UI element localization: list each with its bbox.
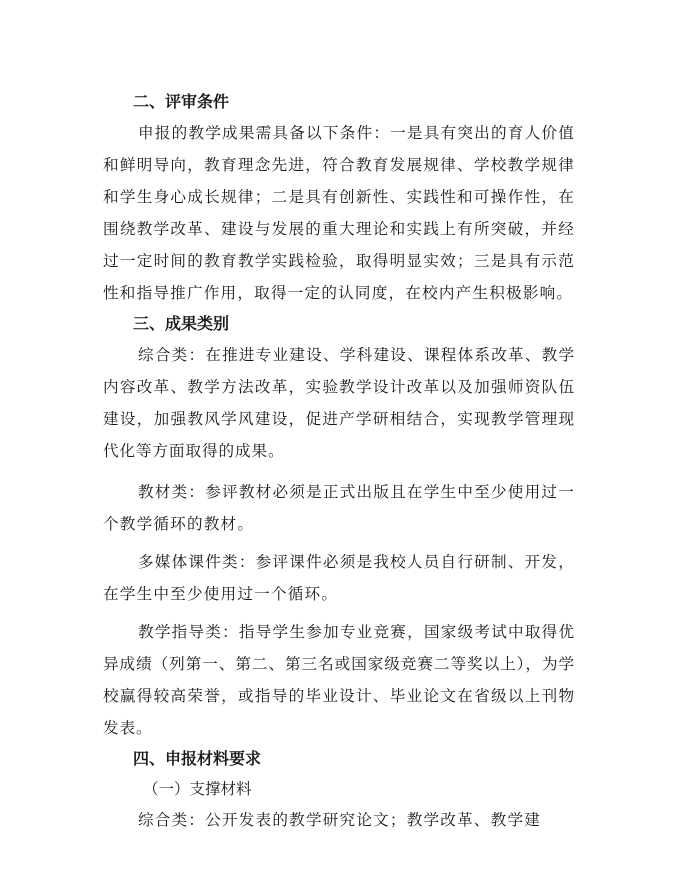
paragraph-review-conditions: 申报的教学成果需具备以下条件：一是具有突出的育人价值和鲜明导向，教育理念先进，符合教育发展规律、学校教学规律和学生身心成长规律；二是具有创新性、实践性和可操作性，在围绕教学改革、建设与发展的重大理论和实践上有所突破，并经过一定时间的教育教学实践检验，取得明显实效；三是具有示范性和指导推广作用，取得一定的认同度，在校内产生积极影响。: [103, 124, 575, 302]
paragraph-multimedia-category: 多媒体课件类：参评课件必须是我校人员自行研制、开发，在学生中至少使用过一个循环。: [103, 553, 575, 603]
subheading-supporting-materials: （一）支撑材料: [143, 780, 252, 798]
paragraph-teaching-guidance-category: 教学指导类：指导学生参加专业竞赛，国家级考试中取得优异成绩（列第一、第二、第三名或国家级竞赛二等奖以上），为学校赢得较高荣誉，或指导的毕业设计、毕业论文在省级以上刊物发表。: [103, 623, 575, 737]
paragraph-textbook-category: 教材类：参评教材必须是正式出版且在学生中至少使用过一个教学循环的教材。: [103, 483, 575, 533]
section-heading-achievement-categories: 三、成果类别: [133, 314, 230, 333]
paragraph-comprehensive-category: 综合类：在推进专业建设、学科建设、课程体系改革、教学内容改革、教学方法改革，实验教学设计改革以及加强师资队伍建设，加强教风学风建设，促进产学研相结合，实现教学管理现代化等方面取得的成果。: [103, 346, 575, 460]
section-heading-material-requirements: 四、申报材料要求: [133, 749, 262, 768]
paragraph-comprehensive-materials: 综合类：公开发表的教学研究论文；教学改革、教学建: [138, 811, 542, 829]
section-heading-review-conditions: 二、评审条件: [133, 92, 230, 111]
document-page: [103, 87, 575, 836]
